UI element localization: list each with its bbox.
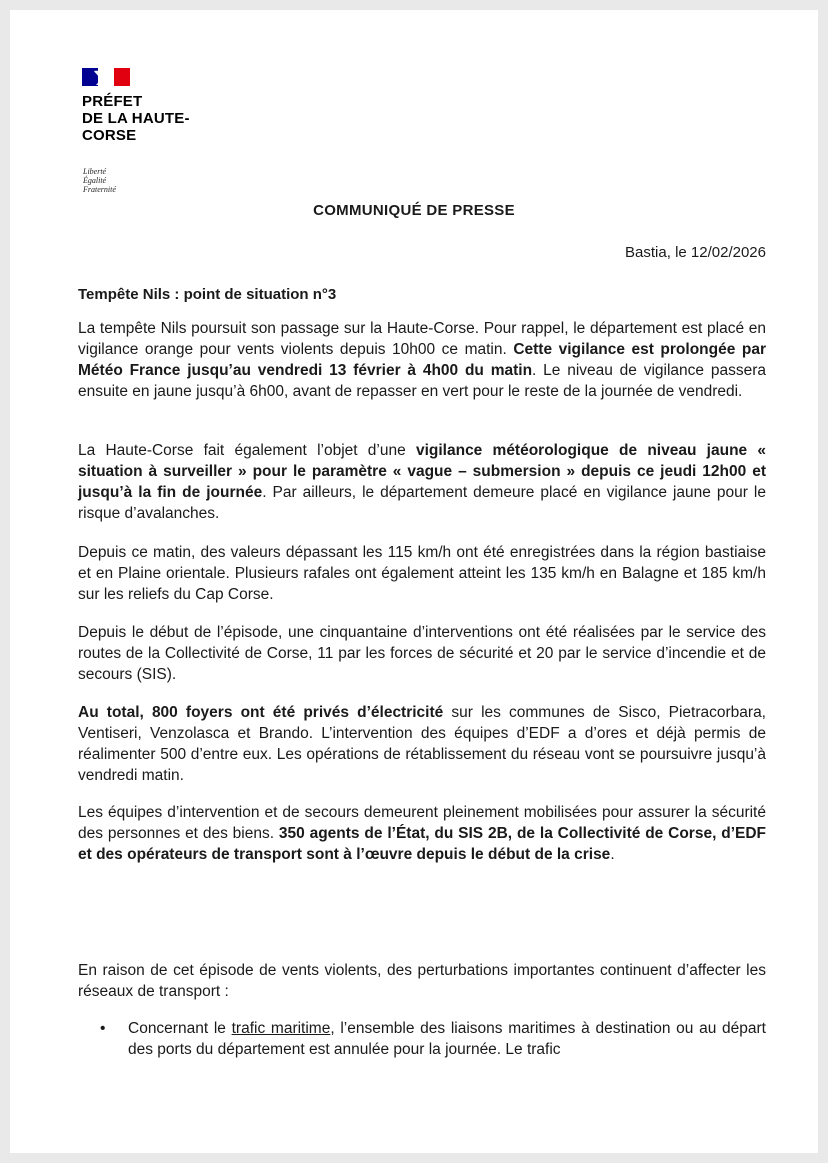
document-page <box>10 10 818 1153</box>
p2-text-c: . Par ailleurs, le département demeure placé en vigilance jaune pour le risque d’avalanches. <box>78 484 766 522</box>
p1-text-c: . Le niveau de vigilance passera ensuite en jaune jusqu’à 6h00, avant de repasser en vert pour le reste de la journée de vendredi. <box>78 362 766 400</box>
bullet-text <box>128 1018 766 1060</box>
motto-liberte: Liberté <box>83 167 107 176</box>
bullet-icon: • <box>100 1020 106 1037</box>
p2-bold: vigilance météorologique de niveau jaune « situation à surveiller » pour le paramètre « vague – submersion » depuis ce jeudi 12h00 et jusqu’à la fin de journée <box>78 442 766 501</box>
marianne-flag-icon <box>82 68 130 86</box>
p1-text-a: La tempête Nils poursuit son passage sur la Haute-Corse. Pour rappel, le département est placé en vigilance orange pour vents violents depuis 10h00 ce matin. <box>78 320 766 358</box>
p6-text-c: . <box>610 846 615 863</box>
p2-text-a: La Haute-Corse fait également l’objet d’une <box>78 442 416 459</box>
trafic-maritime-link[interactable]: trafic maritime <box>231 1020 331 1037</box>
p1-bold: Cette vigilance est prolongée par Météo France jusqu’au vendredi 13 février à 4h00 du matin <box>78 341 766 379</box>
press-release-title: COMMUNIQUÉ DE PRESSE <box>313 202 515 219</box>
paragraph-teams <box>78 802 766 865</box>
p6-bold: 350 agents de l’État, du SIS 2B, de la Collectivité de Corse, d’EDF et des opérateurs de transport sont à l’œuvre depuis le début de la crise <box>78 825 767 863</box>
bullet-text-a: Concernant le <box>128 1020 232 1037</box>
logo-line-2: DE LA HAUTE- <box>82 110 190 127</box>
motto-fraternite: Fraternité <box>83 185 116 194</box>
bullet-text-c: , l’ensemble des liaisons maritimes à destination ou au départ des ports du département est annulée pour la journée. Le trafic <box>128 1020 766 1058</box>
paragraph-transport-intro: En raison de cet épisode de vents violents, des perturbations importantes continuent d’affecter les réseaux de transport : <box>78 962 766 1000</box>
paragraph-vigilance-jaune <box>78 440 766 524</box>
p5-text-c: sur les communes de Sisco, Pietracorbara, Ventiseri, Venzolasca et Brando. L’intervention des équipes d’EDF a d’ores et déjà permis de réalimenter 500 d’entre eux. Les opérations de rétablissement du réseau vont se poursuivre jusqu’à vendredi matin. <box>78 704 766 784</box>
paragraph-vigilance-orange <box>78 318 766 402</box>
logo-line-1: PRÉFET <box>82 93 143 110</box>
logo-text <box>82 93 190 144</box>
release-subject: Tempête Nils : point de situation n°3 <box>78 286 337 303</box>
paragraph-interventions: Depuis le début de l’épisode, une cinquantaine d’interventions ont été réalisées par le service des routes de la Collectivité de Corse, 11 par les forces de sécurité et 20 par le service d’incendie et de secours (SIS). <box>78 624 766 683</box>
logo-line-3: CORSE <box>82 127 137 144</box>
p6-text-a: Les équipes d’intervention et de secours demeurent pleinement mobilisées pour assurer la sécurité des personnes et des biens. <box>78 804 766 842</box>
republic-motto <box>83 167 116 194</box>
paragraph-electricity <box>78 702 766 786</box>
p5-bold: Au total, 800 foyers ont été privés d’électricité <box>78 704 444 721</box>
release-date: Bastia, le 12/02/2026 <box>625 244 766 261</box>
motto-egalite: Égalité <box>83 176 107 185</box>
paragraph-wind-values: Depuis ce matin, des valeurs dépassant les 115 km/h ont été enregistrées dans la région bastiaise et en Plaine orientale. Plusieurs rafales ont également atteint les 135 km/h en Balagne et 185 km/h sur les reliefs du Cap Corse. <box>78 544 766 603</box>
